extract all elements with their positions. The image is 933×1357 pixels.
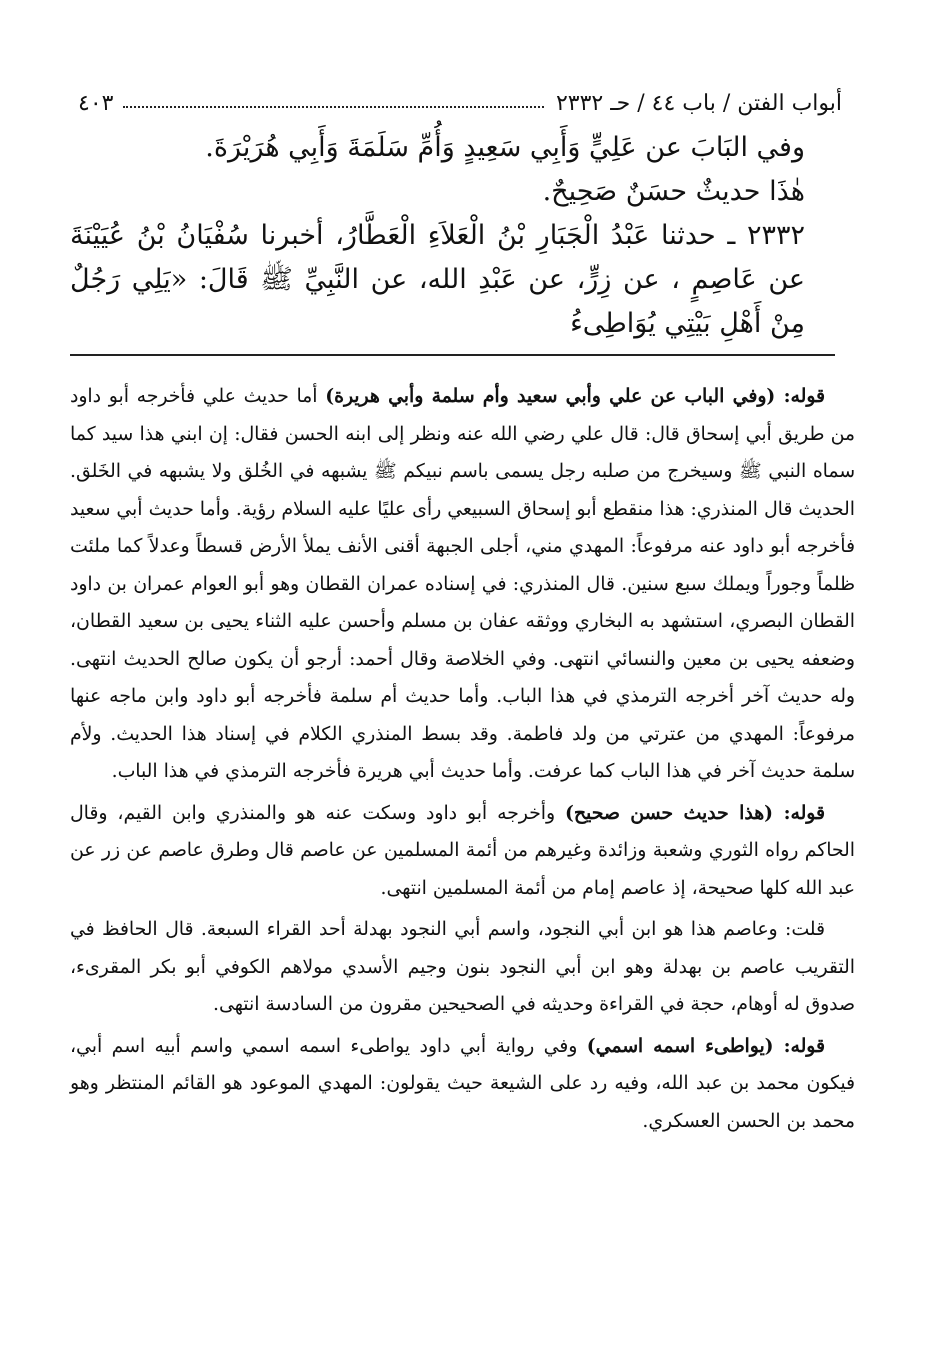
dotted-leader [123,106,544,108]
note-lead: قوله: (هذا حديث حسن صحيح) [565,801,825,824]
main-text [70,126,855,346]
hadith-text: ٢٣٣٢ ـ حدثنا عَبْدُ الْجَبَارِ بْنُ الْعَلاَءِ الْعَطَّارُ، أخبرنا سُفْيَانُ بْنُ عُيَيْنَةَ عن عَاصِمٍ ، عن زِرٍّ، عن عَبْدِ الله، عن النَّبِيِّ ﷺ قَالَ: «يَلِي رَجُلٌ مِنْ أَهْلِ بَيْتِي يُوَاطِىءُ [70,220,805,339]
note-text: أما حديث علي فأخرجه أبو داود من طريق أبي إسحاق قال: قال علي رضي الله عنه ونظر إلى ابنه الحسن فقال: إن ابني هذا سيد كما سماه النبي ﷺ وسيخرج من صلبه رجل يسمى باسم نبيكم ﷺ يشبهه في الخُلق ولا يشبهه في الخَلق. الحديث قال المنذري: هذا منقطع أبو إسحاق السبيعي رأى عليًا عليه السلام رؤية. وأما حديث أبي سعيد فأخرجه أبو داود عنه مرفوعاً: المهدي مني، أجلى الجبهة أقنى الأنف يملأ الأرض قسطاً وعدلاً كما ملئت ظلماً وجوراً ويملك سبع سنين. قال المنذري: في إسناده عمران القطان وهو أبو العوام عمران بن داود القطان البصري، استشهد به البخاري ووثقه عفان بن مسلم وأحسن عليه الثناء يحيى بن سعيد القطان، وضعفه يحيى بن معين والنسائي انتهى. وفي الخلاصة وقال أحمد: أرجو أن يكون صالح الحديث انتهى. وله حديث آخر أخرجه الترمذي في هذا الباب. وأما حديث أم سلمة فأخرجه أبو داود وابن ماجه عنها مرفوعاً: المهدي من عترتي من ولد فاطمة. وقد بسط المنذري الكلام في إسناد هذا الحديث. ولأم سلمة حديث آخر في هذا الباب كما عرفت. وأما حديث أبي هريرة فأخرجه الترمذي في هذا الباب. [70,386,855,782]
header-title: أبواب الفتن / باب ٤٤ / حـ ٢٣٣٢ [555,91,842,116]
running-header [78,80,842,116]
note-paragraph [70,911,855,1024]
note-text: وأخرجه أبو داود وسكت عنه هو والمنذري وابن القيم، وقال الحاكم رواه الثوري وشعبة وزائدة وغيرهم من أئمة المسلمين عن عاصم قال وطرق عاصم عن زر عن عبد الله كلها صحيحة، إذ عاصم إمام من أئمة المسلمين انتهى. [70,802,855,899]
note-text: قلت: وعاصم هذا هو ابن أبي النجود، واسم أبي النجود بهدلة أحد القراء السبعة. قال الحافظ في التقريب عاصم بن بهدلة وهو ابن أبي النجود بنون وجيم الأسدي مولاهم الكوفي أبو بكر المقرىء، صدوق له أوهام، حجة في القراءة وحديثه في الصحيحين مقرون من السادسة انتهى. [70,919,855,1015]
note-paragraph [70,795,855,908]
note-paragraph [70,1028,855,1141]
note-paragraph [70,378,855,791]
main-line-2: هٰذَا حديثٌ حسَنٌ صَحِيحٌ. [542,176,805,207]
note-text: وفي رواية أبي داود يواطىء اسمه اسمي واسم أبيه اسم أبي، فيكون محمد بن عبد الله، وفيه رد على الشيعة حيث يقولون: المهدي الموعود هو القائم المنتظر وهو محمد بن الحسن العسكري. [70,1035,855,1132]
page-number: ٤٠٣ [78,91,114,116]
note-lead: قوله: (وفي الباب عن علي وأبي سعيد وأم سلمة وأبي هريرة) [325,385,825,407]
commentary [70,378,855,1144]
note-lead: قوله: (يواطىء اسمه اسمي) [586,1034,825,1057]
main-line-1: وفي البَابَ عن عَلِيٍّ وَأَبِي سَعِيدٍ وَأُمِّ سَلَمَةَ وَأَبِي هُرَيْرَةَ. [205,132,805,163]
footnote-divider [70,354,835,356]
